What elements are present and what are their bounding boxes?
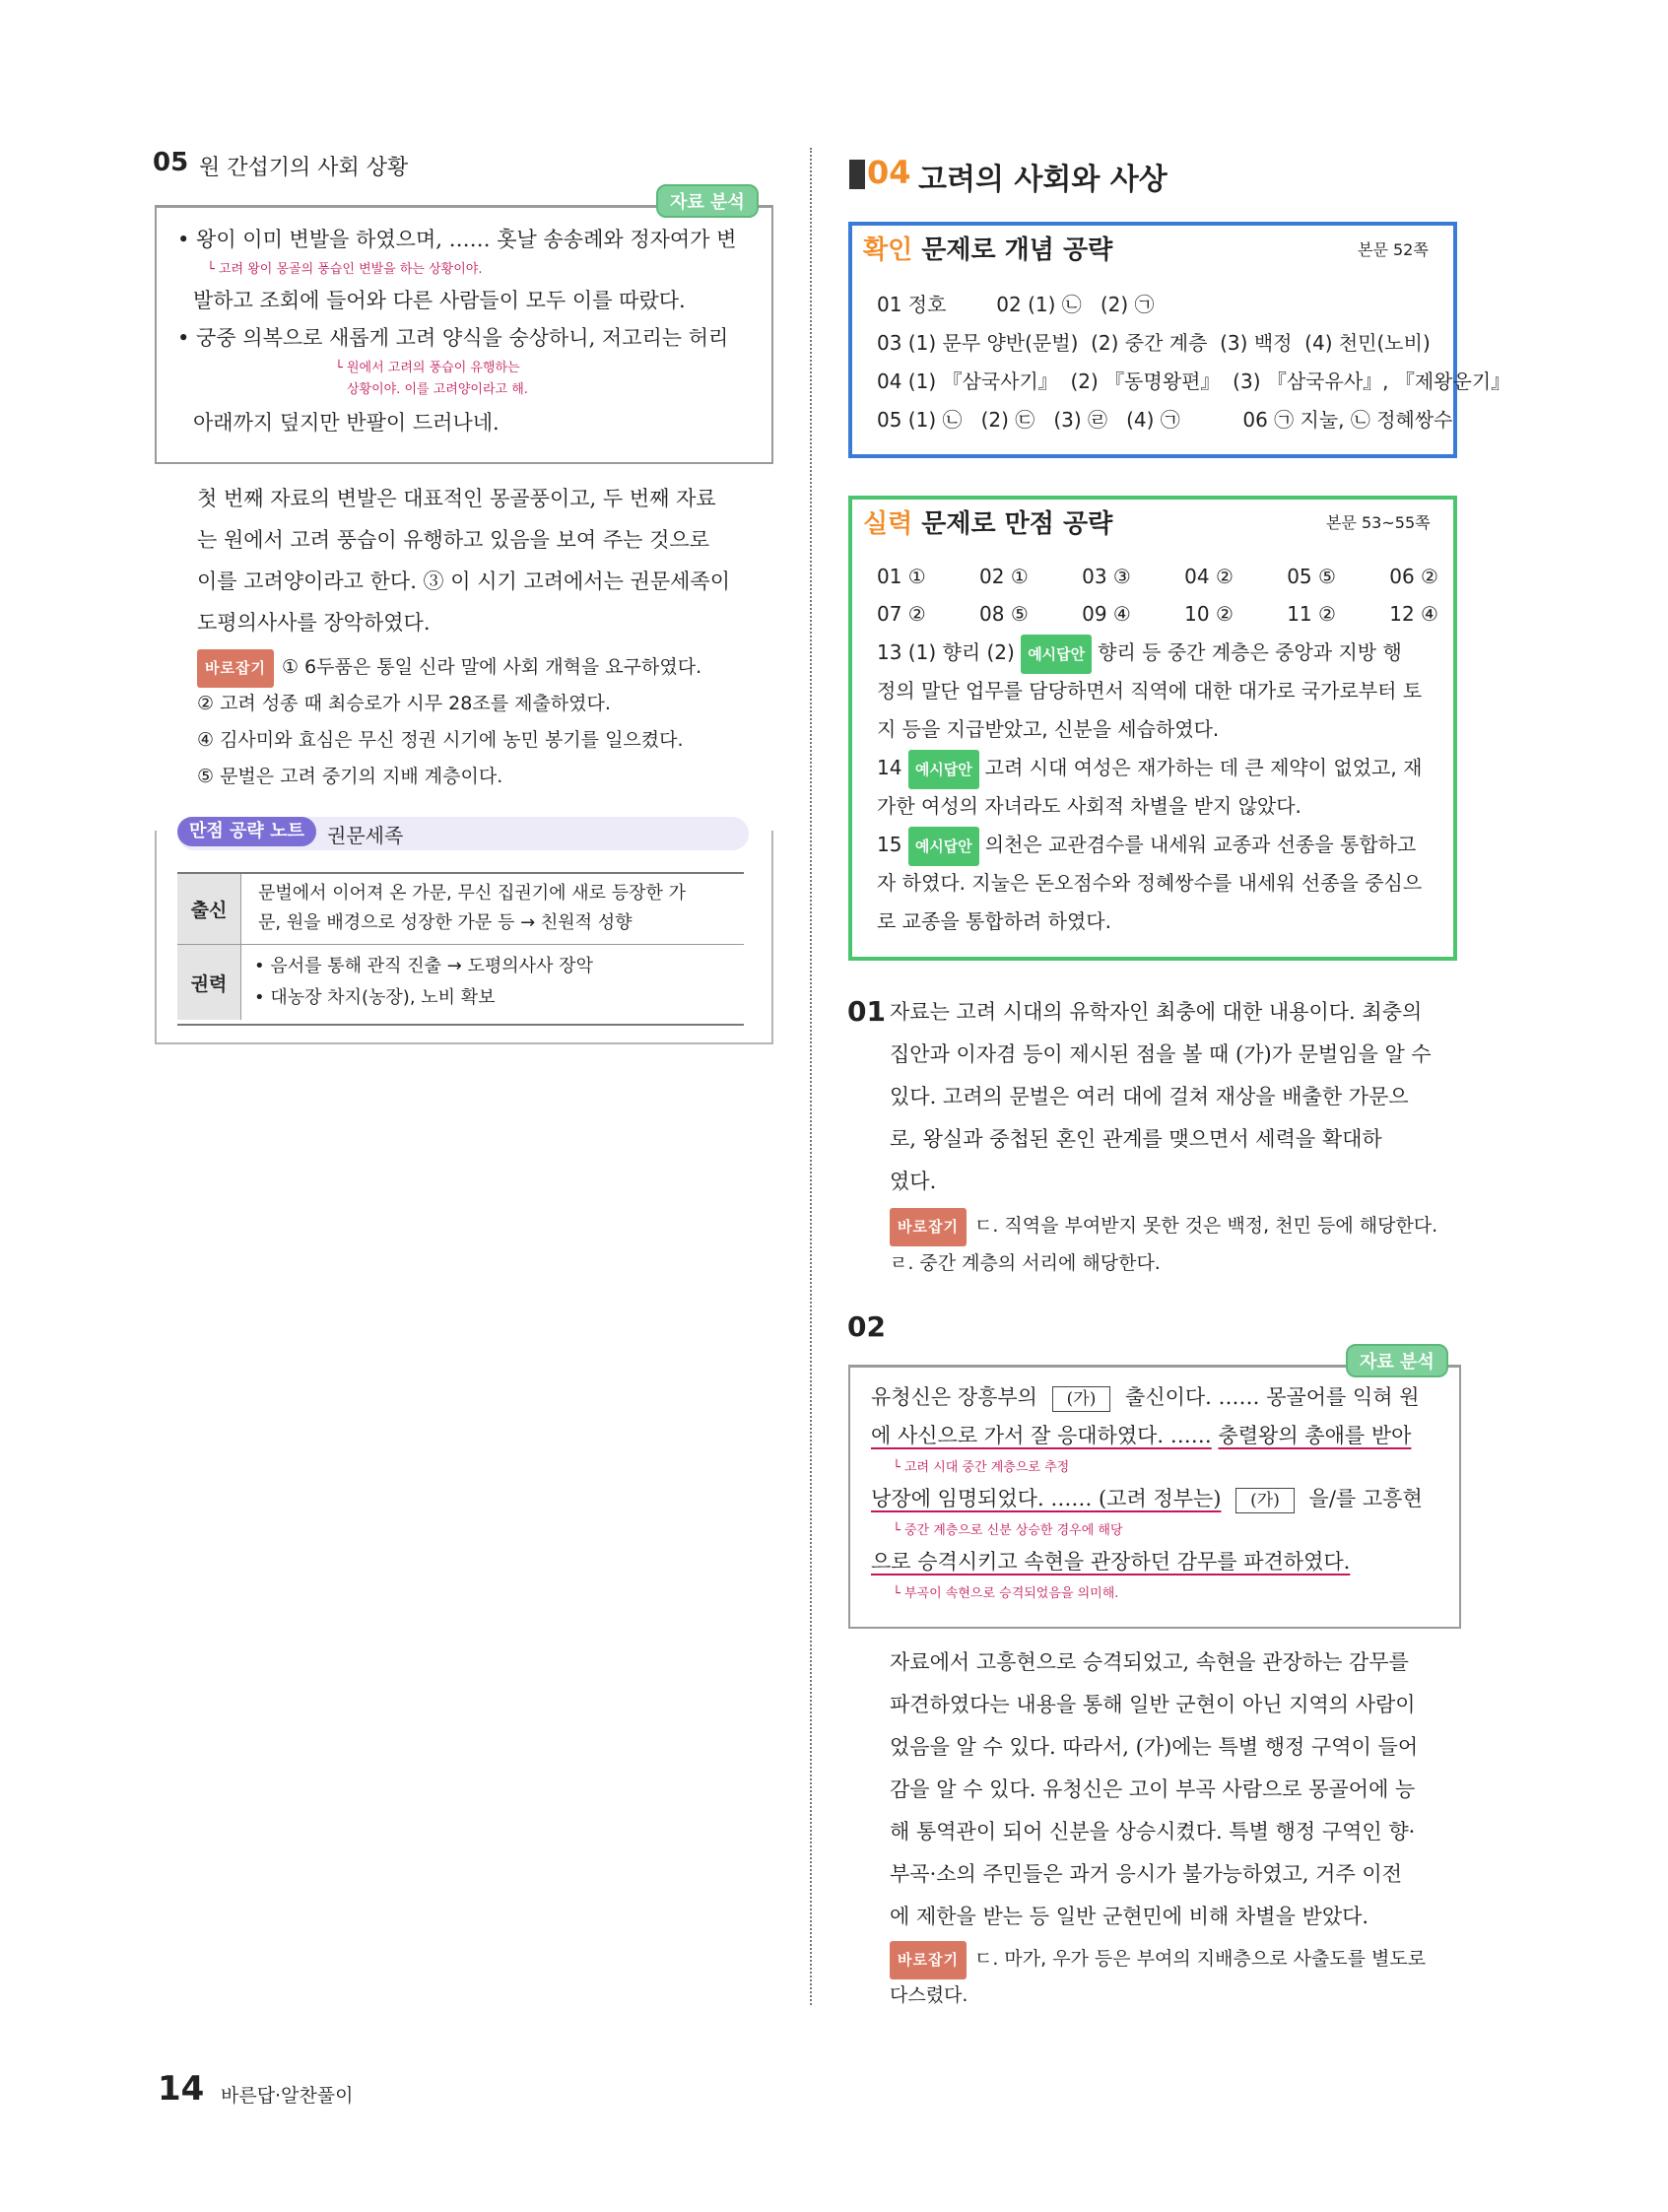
answer-14-l2: 가한 여성의 자녀라도 사회적 차별을 받지 않았다. (877, 794, 1301, 818)
skill-title (863, 503, 1112, 540)
skill-row-2 (877, 595, 1438, 633)
q02-number: 02 (847, 1310, 886, 1343)
q05-b1-line2: 발하고 조회에 들어와 다른 사람들이 모두 이를 따랐다. (193, 289, 686, 312)
q05-b2-note2: 상황이야. 이를 고려양이라고 해. (347, 382, 528, 397)
q01-line-2: 집안과 이자겸 등이 제시된 점을 볼 때 (가)가 문벌임을 알 수 (890, 1042, 1432, 1066)
q02-exp-5: 해 통역관이 되어 신분을 상승시켰다. 특별 행정 구역인 향· (890, 1820, 1416, 1843)
q02-exp-3: 었음을 알 수 있다. 따라서, (가)에는 특별 행정 구역이 들어 (890, 1735, 1419, 1759)
check-title-rest: 문제로 개념 공략 (912, 235, 1113, 265)
answer-05: 05 ⑤ (1287, 565, 1336, 588)
q02-exp-6: 부곡·소의 주민들은 과거 응시가 불가능하였고, 거주 이전 (890, 1862, 1402, 1886)
q02-exp-4: 감을 알 수 있다. 유청신은 고이 부곡 사람으로 몽골어에 능 (890, 1777, 1416, 1801)
q05-b1-note: └ 고려 왕이 몽골의 풍습인 변발을 하는 상황이야. (207, 262, 483, 277)
q02-src-text: 출신이다. …… 몽골어를 익혀 원 (1125, 1385, 1420, 1409)
section-number: 04 (867, 154, 911, 191)
check-line-1: 01 정호 02 (1) ㉡ (2) ㉠ (877, 293, 1155, 316)
q05-b1-line1: • 왕이 이미 변발을 하였으며, …… 홋날 송송례와 정자여가 변 (177, 228, 737, 251)
skill-title-rest: 문제로 만점 공략 (912, 509, 1113, 539)
q01-fix-2: ㄹ. 중간 계층의 서리에 해당한다. (890, 1252, 1161, 1274)
q02-src-underlined: 으로 승격시키고 속현을 관장하던 감무를 파견하였다. (871, 1550, 1351, 1574)
note-row1-head (177, 874, 241, 944)
a14-prefix: 14 (877, 756, 902, 779)
blank-ga-box: (가) (1235, 1488, 1295, 1513)
skill-title-accent: 실력 (863, 509, 913, 539)
q05-b2-line1: • 궁중 의복으로 새롭게 고려 양식을 숭상하니, 저고리는 허리 (177, 326, 729, 350)
q01-line-1: 자료는 고려 시대의 유학자인 최충에 대한 내용이다. 최충의 (890, 1000, 1423, 1024)
note-tag: 만점 공략 노트 (177, 817, 316, 846)
answer-15-l3: 로 교종을 통합하려 하였다. (877, 909, 1111, 933)
check-title (863, 230, 1112, 266)
answer-11: 11 ② (1287, 602, 1336, 626)
check-line-3: 04 (1) 『삼국사기』 (2) 『동명왕편』 (3) 『삼국유사』, 『제왕운기』 (877, 369, 1511, 393)
example-label: 예시답안 (1021, 635, 1092, 674)
note-row2-l2: • 대농장 차지(농장), 노비 확보 (254, 987, 496, 1008)
answer-01: 01 ① (877, 565, 926, 588)
answer-08: 08 ⑤ (979, 602, 1029, 626)
q01-fix-1 (890, 1208, 1437, 1246)
fix-text: ㄷ. 직역을 부여받지 못한 것은 백정, 천민 등에 해당한다. (973, 1215, 1438, 1237)
fix-label: 바로잡기 (890, 1941, 967, 1979)
answer-13-l2: 정의 말단 업무를 담당하면서 직역에 대한 대가로 국가로부터 토 (877, 679, 1423, 703)
a15-prefix: 15 (877, 833, 902, 856)
q02-exp-2: 파견하였다는 내용을 통해 일반 군현이 아닌 지역의 사람이 (890, 1693, 1416, 1716)
q05-fix-2: ② 고려 성종 때 최승로가 시무 28조를 제출하였다. (197, 693, 611, 714)
q01-line-5: 였다. (890, 1170, 937, 1193)
check-title-accent: 확인 (863, 235, 913, 265)
section-marker (849, 160, 865, 189)
a13-text-1: 향리 등 중간 계층은 중앙과 지방 행 (1098, 640, 1402, 664)
check-line-2: 03 (1) 문무 양반(문벌) (2) 중간 계층 (3) 백정 (4) 천민(노비) (877, 331, 1431, 355)
footer-label: 바른답·알찬풀이 (221, 2085, 354, 2107)
answer-09: 09 ④ (1082, 602, 1131, 626)
fix-label: 바로잡기 (890, 1208, 967, 1246)
q05-source-tag: 자료 분석 (656, 184, 759, 218)
q01-line-4: 로, 왕실과 중첩된 혼인 관계를 맺으면서 세력을 확대하 (890, 1127, 1382, 1151)
q05-exp-4: 도평의사사를 장악하였다. (197, 611, 431, 635)
q02-src-underlined: 낭장에 임명되었다. …… (고려 정부는) (871, 1487, 1222, 1510)
q02-exp-7: 에 제한을 받는 등 일반 군현민에 비해 차별을 받았다. (890, 1905, 1369, 1928)
answer-15-l2: 자 하였다. 지눌은 돈오점수와 정혜쌍수를 내세워 선종을 중심으 (877, 871, 1423, 895)
row2-head-text: 권력 (190, 972, 228, 995)
q02-note-3: └ 부곡이 속현으로 승격되었음을 의미해. (893, 1586, 1119, 1601)
page-number: 14 (158, 2069, 205, 2109)
skill-row-1 (877, 558, 1438, 595)
q02-src-line-2 (871, 1415, 1411, 1456)
section-title: 고려의 사회와 사상 (918, 163, 1168, 197)
answer-14-l1 (877, 749, 1422, 789)
q05-fix-1 (197, 649, 701, 688)
skill-ref: 본문 53~55쪽 (1326, 513, 1431, 532)
q02-src-line-4 (871, 1541, 1350, 1582)
note-title: 권문세족 (327, 824, 404, 847)
answer-03: 03 ③ (1082, 565, 1131, 588)
q05-title: 원 간섭기의 사회 상황 (199, 156, 409, 180)
q02-exp-1: 자료에서 고흥현으로 승격되었고, 속현을 관장하는 감무를 (890, 1650, 1409, 1674)
q05-b2-line2: 아래까지 덮지만 반팔이 드러나네. (193, 411, 500, 435)
a14-text-1: 고려 시대 여성은 재가하는 데 큰 제약이 없었고, 재 (984, 756, 1423, 779)
q05-fix-4: ⑤ 문벌은 고려 중기의 지배 계층이다. (197, 766, 503, 787)
q02-fix-2: 다스렸다. (890, 1984, 968, 2006)
answer-13-l3: 지 등을 지급받았고, 신분을 세습하였다. (877, 717, 1220, 741)
q02-src-line-3 (871, 1478, 1423, 1519)
answer-10: 10 ② (1184, 602, 1234, 626)
a15-text-1: 의천은 교관겸수를 내세워 교종과 선종을 통합하고 (984, 833, 1417, 856)
q05-exp-2: 는 원에서 고려 풍습이 유행하고 있음을 보여 주는 것으로 (197, 528, 709, 552)
note-row1-l1: 문벌에서 이어져 온 가문, 무신 집권기에 새로 등장한 가 (258, 883, 687, 904)
q05-exp-3: 이를 고려양이라고 한다. ③ 이 시기 고려에서는 권문세족이 (197, 570, 730, 593)
row1-head-text: 출신 (190, 900, 228, 921)
q02-note-1: └ 고려 시대 중간 계층으로 추정 (893, 1460, 1070, 1475)
q01-number: 01 (847, 995, 886, 1028)
answer-12: 12 ④ (1389, 602, 1438, 626)
blank-ga-box: (가) (1052, 1386, 1111, 1412)
note-row2-l1: • 음서를 통해 관직 진출 → 도평의사사 장악 (254, 956, 593, 976)
q02-src-underlined: 충렬왕의 총애를 받아 (1218, 1424, 1412, 1447)
q05-number: 05 (153, 148, 189, 177)
q02-note-2: └ 중간 계층으로 신분 상승한 경우에 해당 (893, 1523, 1123, 1538)
fix-text: ① 6두품은 통일 신라 말에 사회 개혁을 요구하였다. (281, 656, 702, 678)
answer-13-l1 (877, 634, 1402, 674)
q02-fix-1 (890, 1941, 1426, 1979)
check-line-4: 05 (1) ㉡ (2) ㉢ (3) ㉣ (4) ㉠ 06 ㉠ 지눌, ㉡ 정혜쌍수 (877, 408, 1453, 432)
q05-exp-1: 첫 번째 자료의 변발은 대표적인 몽골풍이고, 두 번째 자료 (197, 487, 716, 510)
a13-prefix: 13 (1) 향리 (2) (877, 640, 1015, 664)
note-row2-head (177, 945, 241, 1020)
note-table-divider (177, 944, 744, 945)
q02-source-tag: 자료 분석 (1346, 1344, 1448, 1377)
q05-fix-3: ④ 김사미와 효심은 무신 정권 시기에 농민 봉기를 일으켰다. (197, 729, 684, 751)
q02-src-text: 을/를 고흥현 (1308, 1487, 1423, 1510)
fix-label: 바로잡기 (197, 649, 274, 688)
answer-02: 02 ① (979, 565, 1029, 588)
q05-b2-note1: └ 원에서 고려의 풍습이 유행하는 (335, 361, 520, 375)
fix-text: ㄷ. 마가, 우가 등은 부여의 지배층으로 사출도를 별도로 (973, 1948, 1427, 1970)
answer-04: 04 ② (1184, 565, 1234, 588)
q02-src-line-1 (871, 1376, 1420, 1418)
note-row1-l2: 문, 원을 배경으로 성장한 가문 등 → 친원적 성향 (258, 912, 633, 933)
column-divider (810, 148, 812, 2005)
example-label: 예시답안 (908, 827, 979, 866)
answer-07: 07 ② (877, 602, 926, 626)
answer-15-l1 (877, 826, 1416, 866)
q01-line-3: 있다. 고려의 문벌은 여러 대에 걸쳐 재상을 배출한 가문으 (890, 1085, 1409, 1108)
check-ref: 본문 52쪽 (1358, 240, 1429, 259)
q02-src-text: 유청신은 장흥부의 (871, 1385, 1037, 1409)
example-label: 예시답안 (908, 750, 979, 789)
answer-06: 06 ② (1389, 565, 1438, 588)
q02-src-underlined: 에 사신으로 가서 잘 응대하였다. …… (871, 1424, 1212, 1447)
